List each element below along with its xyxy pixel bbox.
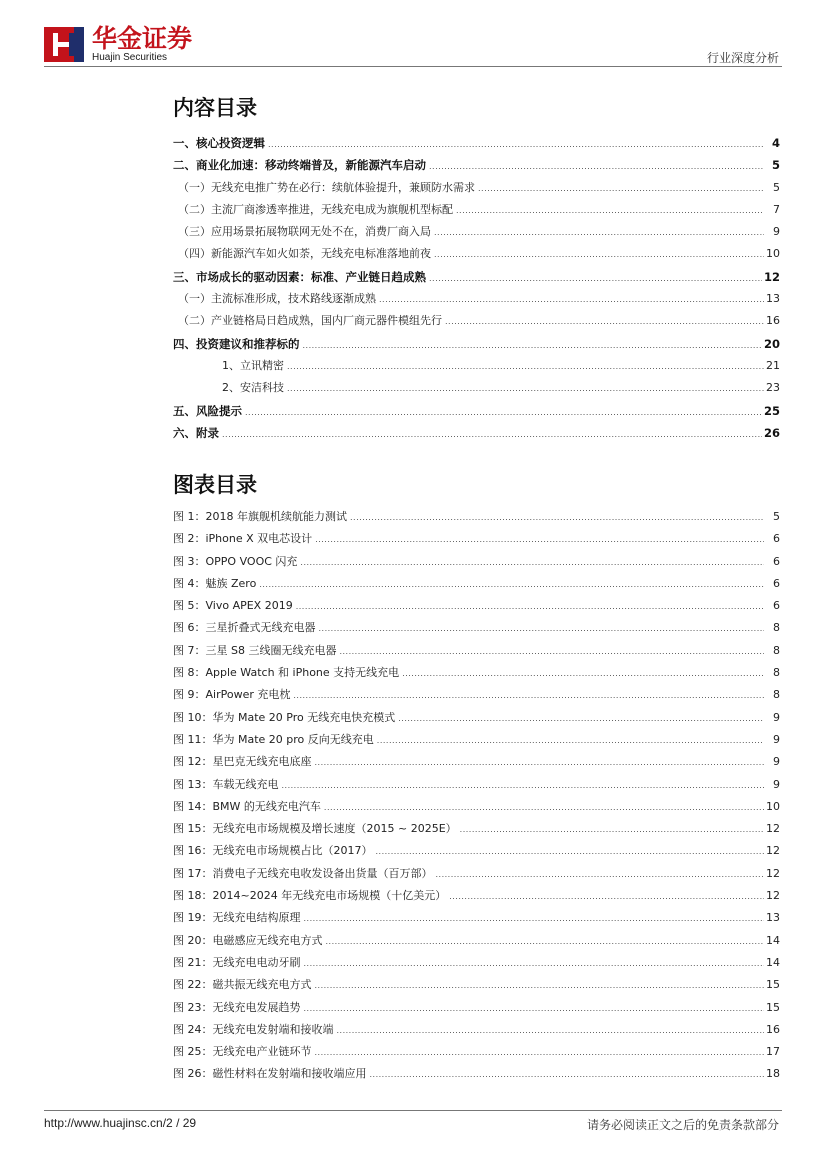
figure-entry[interactable]	[173, 644, 780, 666]
figure-entry-text: 图 4：魅族 Zero	[173, 576, 257, 590]
toc-entry-text: （二）主流厂商渗透率推进，无线充电成为旗舰机型标配	[178, 202, 453, 216]
figure-entry-text: 图 24：无线充电发射端和接收端	[173, 1022, 334, 1036]
leader-dots	[449, 890, 764, 904]
leader-dots	[287, 382, 764, 396]
leader-dots	[370, 1068, 765, 1082]
leader-dots	[456, 204, 764, 218]
figure-entry-page: 6	[773, 554, 780, 568]
figure-entry[interactable]	[173, 1045, 780, 1067]
figure-entry[interactable]	[173, 666, 780, 688]
list-of-figures	[173, 510, 780, 1090]
brand-name-cn: 华金证券	[92, 24, 193, 53]
figure-entry-text: 图 13：车载无线充电	[173, 777, 279, 791]
toc-entry-text: 1、立讯精密	[222, 358, 284, 372]
leader-dots	[222, 428, 762, 442]
figure-entry[interactable]	[173, 911, 780, 933]
figure-entry-page: 8	[773, 666, 780, 680]
figure-entry-page: 14	[766, 933, 780, 947]
leader-dots	[315, 533, 764, 547]
leader-dots	[337, 1024, 765, 1038]
toc-entry[interactable]	[173, 292, 780, 314]
figure-entry-page: 12	[766, 889, 780, 903]
leader-dots	[282, 779, 765, 793]
figure-entry[interactable]	[173, 532, 780, 554]
figure-entry-page: 8	[773, 643, 780, 657]
leader-dots	[245, 406, 762, 420]
figure-entry-text: 图 21：无线充电电动牙刷	[173, 955, 301, 969]
leader-dots	[402, 667, 764, 681]
figure-entry[interactable]	[173, 956, 780, 978]
figure-entry[interactable]	[173, 510, 780, 532]
figure-entry[interactable]	[173, 755, 780, 777]
figure-entry[interactable]	[173, 599, 780, 621]
figure-entry-text: 图 5：Vivo APEX 2019	[173, 599, 293, 613]
leader-dots	[379, 293, 764, 307]
figure-entry-text: 图 1：2018 年旗舰机续航能力测试	[173, 510, 347, 523]
toc-entry-page: 9	[773, 225, 780, 239]
figure-entry[interactable]	[173, 621, 780, 643]
leader-dots	[376, 845, 765, 859]
figure-entry-text: 图 17：消费电子无线充电收发设备出货量（百万部）	[173, 866, 433, 880]
toc-entry[interactable]	[173, 359, 780, 381]
figure-entry-page: 5	[773, 510, 780, 523]
figure-entry-page: 8	[773, 621, 780, 635]
footer-disclaimer: 请务必阅读正文之后的免责条款部分	[586, 1118, 779, 1132]
figure-entry[interactable]	[173, 934, 780, 956]
figure-entry-page: 15	[766, 978, 780, 992]
figure-entry-text: 图 16：无线充电市场规模占比（2017）	[173, 844, 373, 858]
toc-entry[interactable]	[173, 404, 780, 426]
figure-entry-page: 8	[773, 688, 780, 702]
figure-entry[interactable]	[173, 844, 780, 866]
toc-entry[interactable]	[173, 247, 780, 269]
figure-entry-page: 16	[766, 1022, 780, 1036]
figure-entry-page: 6	[773, 532, 780, 546]
leader-dots	[296, 600, 764, 614]
toc-entry[interactable]	[173, 203, 780, 225]
toc-entry-page: 16	[766, 314, 780, 328]
header-divider	[44, 66, 782, 67]
toc-entry-text: 三、市场成长的驱动因素：标准、产业链日趋成熟	[173, 269, 426, 284]
figure-entry-text: 图 26：磁性材料在发射端和接收端应用	[173, 1067, 367, 1081]
page-header	[0, 0, 827, 70]
toc-entry[interactable]	[173, 225, 780, 247]
toc-entry-text: （四）新能源汽车如火如荼，无线充电标准落地前夜	[178, 247, 431, 261]
figure-entry-page: 6	[773, 599, 780, 613]
figure-entry-text: 图 11：华为 Mate 20 pro 反向无线充电	[173, 732, 374, 746]
leader-dots	[429, 160, 764, 174]
toc-entry[interactable]	[173, 136, 780, 158]
report-type-label: 行业深度分析	[706, 51, 779, 65]
huajin-logo-icon	[44, 27, 84, 62]
leader-dots	[398, 712, 764, 726]
leader-dots	[259, 578, 764, 592]
figure-entry[interactable]	[173, 778, 780, 800]
toc-entry[interactable]	[173, 158, 780, 180]
figure-entry-text: 图 6：三星折叠式无线充电器	[173, 621, 316, 635]
figure-entry-page: 13	[766, 911, 780, 925]
leader-dots	[350, 511, 764, 525]
figure-entry-page: 12	[766, 844, 780, 858]
leader-dots	[304, 912, 765, 926]
toc-entry-text: 五、风险提示	[173, 403, 242, 418]
figure-entry-text: 图 7：三星 S8 三线圈无线充电器	[173, 643, 337, 657]
leader-dots	[300, 556, 764, 570]
toc-entry-text: 四、投资建议和推荐标的	[173, 336, 300, 351]
figure-entry-page: 12	[766, 822, 780, 836]
footer-url-page[interactable]: http://www.huajinsc.cn/2 / 29	[44, 1116, 197, 1130]
figure-entry-text: 图 3：OPPO VOOC 闪充	[173, 554, 298, 568]
figure-entry-page: 12	[766, 866, 780, 880]
leader-dots	[436, 868, 765, 882]
table-of-contents	[173, 136, 780, 448]
toc-entry[interactable]	[173, 270, 780, 292]
leader-dots	[287, 360, 764, 374]
toc-entry-page: 7	[773, 202, 780, 216]
figure-entry[interactable]	[173, 577, 780, 599]
toc-entry[interactable]	[173, 426, 780, 448]
leader-dots	[319, 622, 765, 636]
figure-entry-page: 10	[766, 799, 780, 813]
figure-entry-text: 图 25：无线充电产业链环节	[173, 1045, 312, 1059]
figure-entry[interactable]	[173, 1001, 780, 1023]
toc-entry-text: （一）无线充电推广势在必行：续航体验提升，兼顾防水需求	[178, 180, 475, 194]
leader-dots	[377, 734, 764, 748]
figure-entry[interactable]	[173, 733, 780, 755]
toc-entry-page: 4	[771, 136, 780, 150]
toc-entry-text: （三）应用场景拓展物联网无处不在，消费厂商入局	[178, 225, 431, 239]
figure-entry-text: 图 22：磁共振无线充电方式	[173, 978, 312, 992]
brand-name-en: Huajin Securities	[92, 52, 168, 63]
figure-entry-text: 图 12：星巴克无线充电底座	[173, 755, 312, 769]
leader-dots	[324, 801, 764, 815]
figure-entry[interactable]	[173, 1023, 780, 1045]
leader-dots	[293, 689, 764, 703]
leader-dots	[303, 339, 762, 353]
contents-title: 内容目录	[173, 96, 257, 120]
leader-dots	[445, 315, 764, 329]
figure-entry-page: 9	[773, 710, 780, 724]
figure-entry[interactable]	[173, 889, 780, 911]
toc-entry-text: 2、安洁科技	[222, 381, 284, 395]
toc-entry[interactable]	[173, 381, 780, 403]
figure-entry-text: 图 14：BMW 的无线充电汽车	[173, 799, 321, 813]
figure-entry-text: 图 20：电磁感应无线充电方式	[173, 933, 323, 947]
figure-entry-text: 图 10：华为 Mate 20 Pro 无线充电快充模式	[173, 710, 396, 724]
toc-entry-text: （二）产业链格局日趋成熟，国内厂商元器件模组先行	[178, 314, 442, 328]
leader-dots	[315, 979, 765, 993]
figure-entry[interactable]	[173, 800, 780, 822]
figure-entry[interactable]	[173, 711, 780, 733]
leader-dots	[460, 823, 764, 837]
toc-entry[interactable]	[173, 181, 780, 203]
toc-entry-text: 二、商业化加速：移动终端普及，新能源汽车启动	[173, 158, 426, 173]
figure-entry[interactable]	[173, 822, 780, 844]
toc-entry-page: 26	[763, 425, 780, 440]
leader-dots	[315, 756, 765, 770]
toc-entry-page: 10	[766, 247, 780, 261]
leader-dots	[434, 248, 764, 262]
leader-dots	[478, 182, 764, 196]
figure-entry-text: 图 8：Apple Watch 和 iPhone 支持无线充电	[173, 666, 400, 680]
figure-entry[interactable]	[173, 1067, 780, 1089]
figure-entry[interactable]	[173, 867, 780, 889]
figure-entry-page: 9	[773, 755, 780, 769]
toc-entry-page: 5	[771, 158, 780, 173]
leader-dots	[429, 272, 762, 286]
figure-entry-text: 图 23：无线充电发展趋势	[173, 1000, 301, 1014]
leader-dots	[434, 226, 764, 240]
figures-title: 图表目录	[173, 473, 257, 497]
toc-entry-text: 六、附录	[173, 425, 219, 440]
toc-entry[interactable]	[173, 314, 780, 336]
toc-entry-page: 13	[766, 292, 780, 306]
leader-dots	[339, 645, 764, 659]
figure-entry-text: 图 15：无线充电市场规模及增长速度（2015 ~ 2025E）	[173, 822, 457, 836]
figure-entry-text: 图 19：无线充电结构原理	[173, 911, 301, 925]
figure-entry[interactable]	[173, 688, 780, 710]
figure-entry-page: 15	[766, 1000, 780, 1014]
toc-entry-text: （一）主流标准形成，技术路线逐渐成熟	[178, 292, 376, 306]
figure-entry-page: 18	[766, 1067, 780, 1081]
toc-entry-page: 23	[766, 381, 780, 395]
figure-entry-page: 17	[766, 1045, 780, 1059]
figure-entry-text: 图 9：AirPower 充电枕	[173, 688, 291, 702]
figure-entry[interactable]	[173, 978, 780, 1000]
toc-entry-page: 25	[763, 403, 780, 418]
leader-dots	[268, 138, 764, 152]
figure-entry-page: 9	[773, 732, 780, 746]
figure-entry-text: 图 2：iPhone X 双电芯设计	[173, 532, 313, 546]
footer-divider	[44, 1110, 782, 1111]
figure-entry-page: 14	[766, 955, 780, 969]
leader-dots	[304, 1002, 765, 1016]
toc-entry-text: 一、核心投资逻辑	[173, 136, 265, 150]
toc-entry-page: 5	[773, 180, 780, 194]
leader-dots	[304, 957, 765, 971]
toc-entry-page: 20	[763, 336, 780, 351]
figure-entry-text: 图 18：2014~2024 年无线充电市场规模（十亿美元）	[173, 889, 447, 903]
figure-entry-page: 6	[773, 576, 780, 590]
leader-dots	[315, 1046, 765, 1060]
leader-dots	[326, 935, 765, 949]
toc-entry-page: 12	[763, 269, 780, 284]
toc-entry[interactable]	[173, 337, 780, 359]
figure-entry[interactable]	[173, 555, 780, 577]
figure-entry-page: 9	[773, 777, 780, 791]
toc-entry-page: 21	[766, 358, 780, 372]
